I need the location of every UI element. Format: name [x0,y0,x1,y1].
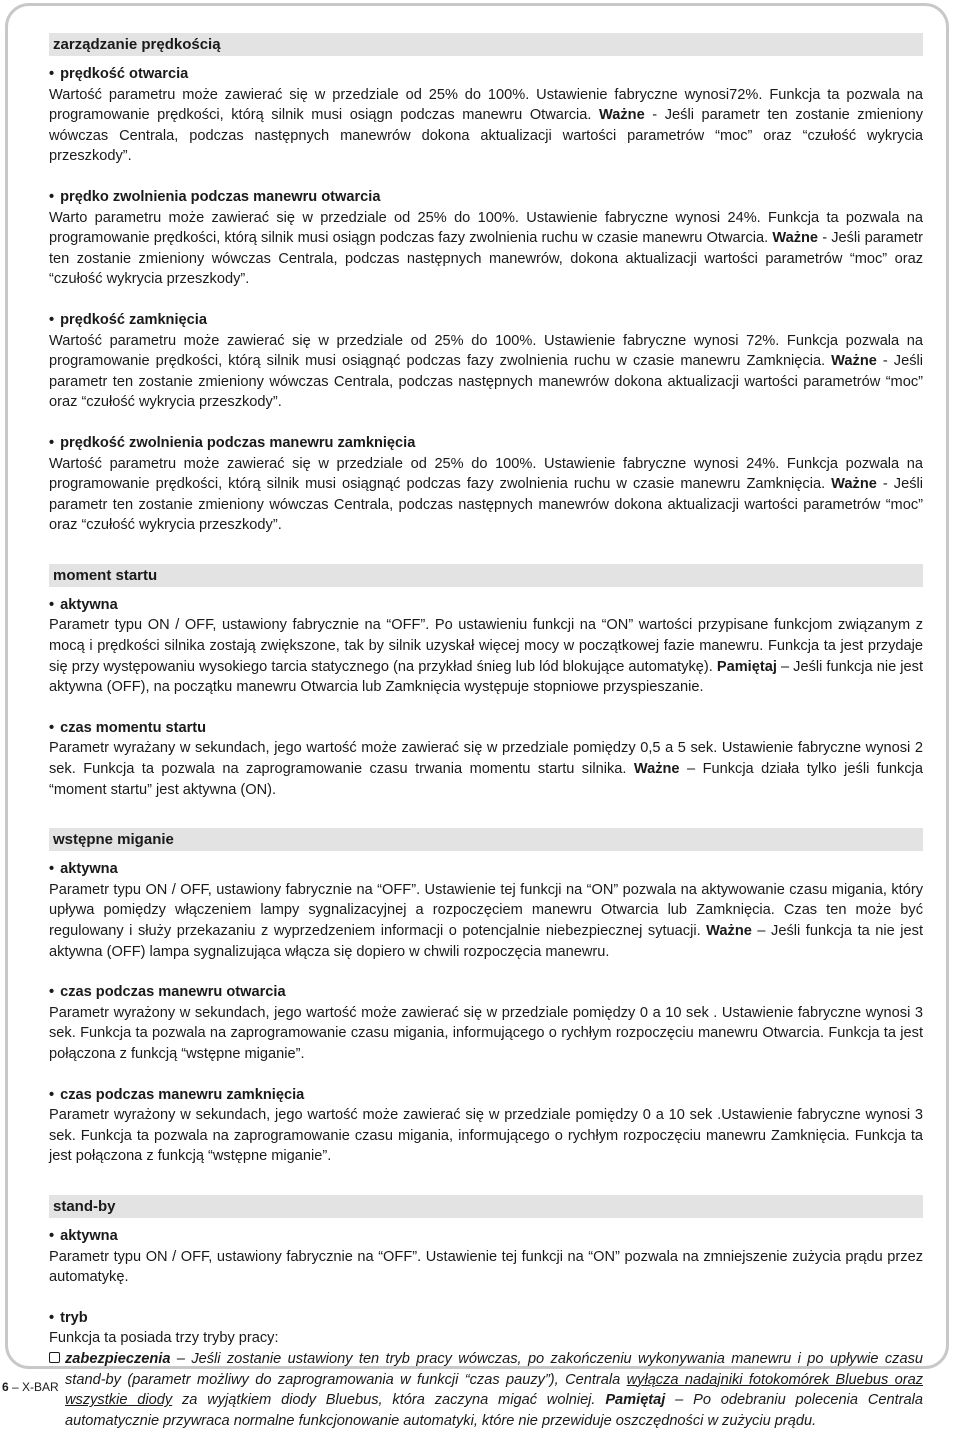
item-closing-slowdown-speed [49,433,923,536]
item-text: Wartość parametru może zawierać się w przedziale od 25% do 100%. Ustawienie fabryczne wynosi 72%. Funkcja pozwala na programowanie prędkości, którą silnik musi osiągnąć podczas fazy zwolnienia ruchu w czasie manewru Zamknięcia. Ważne - Jeśli parametr ten zostanie zmieniony wówczas Centrala, podczas następnych manewrów dokona aktualizacji wartości parametrów “moc” oraz “czułość wykrycia przeszkody”. [49,332,923,411]
bullet-icon: • [49,1309,55,1326]
item-title: prędkość zamknięcia [60,311,207,328]
item-text: Parametr wyrażony w sekundach, jego wartość może zawierać się w przedziale pomiędzy 0 a 10 sek . Ustawienie fabryczne wynosi 3 sek. Funkcja ta pozwala na zaprogramowanie czasu migania, informującego o rychłym rozpoczęciu manewru Otwarcia. Funkcja ta jest połączona z funkcją “wstępne miganie”. [49,1004,923,1062]
bullet-icon: • [49,984,55,1001]
bullet-icon: • [49,596,55,613]
item-standby-active [49,1226,923,1288]
item-title: czas podczas manewru otwarcia [60,984,286,1001]
document-body [49,33,923,1431]
item-title: prędkość otwarcia [60,66,189,82]
bullet-icon: • [49,861,55,878]
mode-option-safety: zabezpieczenia – Jeśli zostanie ustawiony ten tryb pracy wówczas, po zakończeniu wykonywania manewru i po upływie czasu stand-by (parametr możliwy do zaprogramowania w funkcji “czas pauzy”), Centrala wyłącza nadajniki fotokomórek Bluebus oraz wszystkie diody za wyjątkiem diody Bluebus, która zaczyna migać wolniej. Pamiętaj – Po odebraniu polecenia Centrala automatycznie przywraca normalne funkcjonowanie automatyki, które nie przewiduje oszczędności w zużyciu prądu. [49,1349,923,1431]
item-title: tryb [60,1309,88,1326]
bullet-icon: • [49,1086,55,1103]
item-pre-flash-active [49,859,923,962]
item-standby-mode [49,1308,923,1431]
item-text: Parametr wyrażany w sekundach, jego wartość może zawierać się w przedziale pomiędzy 0,5 a 5 sek. Ustawienie fabryczne wynosi 2 sek. Funkcja ta pozwala na zaprogramowanie czasu trwania momentu startu silnika. Ważne – Funkcja działa tylko jeśli funkcja “moment startu” jest aktywna (ON). [49,740,923,798]
item-text: Wartość parametru może zawierać się w przedziale od 25% do 100%. Ustawienie fabryczne wynosi 24%. Funkcja pozwala na programowanie prędkości, którą silnik musi osiągnąć podczas fazy zwolnienia ruchu w czasie manewru Zamknięcia. Ważne - Jeśli parametr ten zostanie zmieniony wówczas Centrala, podczas następnych manewrów dokona aktualizacji wartości parametrów “moc” oraz “czułość wykrycia przeszkody”. [49,455,923,534]
page-number: 6 [2,1380,9,1394]
item-text: Wartość parametru może zawierać się w przedziale od 25% do 100%. Ustawienie fabryczne wynosi72%. Funkcja ta pozwala na programowanie prędkości, którą silnik musi osiągn podczas manewru Otwarcia. Ważne - Jeśli parametr ten zostanie zmieniony wówczas Centrala, podczas następnych manewrów dokona aktualizacji wartości parametrów “moc” oraz “czułość wykrycia przeszkody”. [49,86,923,165]
item-title: aktywna [60,596,118,613]
item-closing-speed [49,310,923,413]
section-heading-standby: stand-by [49,1195,923,1218]
item-pre-flash-opening-time [49,982,923,1064]
item-text: Parametr typu ON / OFF, ustawiony fabrycznie na “OFF”. Ustawienie tej funkcji na “ON” pozwala na zmniejszenie zużycia prądu przez automatykę. [49,1248,923,1286]
item-title: prędko zwolnienia podczas manewru otwarcia [60,188,381,205]
item-text: Parametr typu ON / OFF, ustawiony fabrycznie na “OFF”. Po ustawieniu funkcji na “ON” wartości przypisane funkcjom związanym z mocą i prędkości silnika zostają zwiększone, tak by silnik uzyskał więcej mocy w początkowej fazie manewru. Funkcja ta jest przydaje się przy występowaniu wysokiego tarcia statycznego (na przykład śnieg lub lód blokujące automatykę). Pamiętaj – Jeśli funkcja nie jest aktywna (OFF), na początku manewru Otwarcia lub Zamknięcia występuje stopniowe przyspieszanie. [49,617,923,696]
item-opening-speed [49,64,923,167]
checkbox-icon [49,1352,60,1363]
item-title: aktywna [60,1227,118,1244]
bullet-icon: • [49,66,55,82]
footer-separator: – [8,1380,23,1394]
page-footer [2,1380,59,1394]
section-heading-pre-flash: wstępne miganie [49,828,923,851]
item-title: czas podczas manewru zamknięcia [60,1086,305,1103]
item-title: aktywna [60,861,118,878]
item-text: Parametr typu ON / OFF, ustawiony fabrycznie na “OFF”. Ustawienie tej funkcji na “ON” pozwala na aktywowanie czasu migania, który upływa pomiędzy włączeniem lampy sygnalizacyjnej a rozpoczęciem manewru Otwarcia lub Zamknięcia. Czas ten może być regulowany i służy przekazaniu z wyprzedzeniem informacji o potencjalnie niebezpiecznej sytuacji. Ważne – Jeśli funkcja ta nie jest aktywna (OFF) lampa sygnalizująca włącza się dopiero w chwili rozpoczęcia manewru. [49,881,924,960]
product-name: X-BAR [22,1380,59,1394]
bullet-icon: • [49,1227,55,1244]
item-text: Warto parametru może zawierać się w przedziale od 25% do 100%. Ustawienie fabryczne wynosi 24%. Funkcja ta pozwala na programowanie prędkości, którą silnik musi osiągn podczas fazy zwolnienia ruchu w czasie manewru Otwarcia. Ważne - Jeśli parametr ten zostanie zmieniony wówczas Centrala, podczas następnych manewrów, dokona aktualizacji wartości parametrów “moc” oraz “czułość wykrycia przeszkody”. [49,209,923,288]
item-title: czas momentu startu [60,719,207,736]
item-start-moment-active [49,595,923,698]
bullet-icon: • [49,188,55,205]
bullet-icon: • [49,311,55,328]
item-text: Parametr wyrażony w sekundach, jego wartość może zawierać się w przedziale pomiędzy 0 a 10 sek .Ustawienie fabryczne wynosi 3 sek. Funkcja ta pozwala na zaprogramowanie czasu migania, informującego o rychłym rozpoczęciu manewru Zamknięcia. Funkcja ta jest połączona z funkcją “wstępne miganie”. [49,1107,923,1165]
item-pre-flash-closing-time [49,1085,923,1167]
item-intro: Funkcja ta posiada trzy tryby pracy: [49,1330,279,1347]
item-title: prędkość zwolnienia podczas manewru zamknięcia [60,434,416,451]
bullet-icon: • [49,434,55,451]
section-heading-start-moment: moment startu [49,564,923,587]
bullet-icon: • [49,719,55,736]
section-heading-speed: zarządzanie prędkością [49,33,923,56]
item-start-moment-time [49,718,923,800]
item-opening-slowdown-speed [49,187,923,290]
